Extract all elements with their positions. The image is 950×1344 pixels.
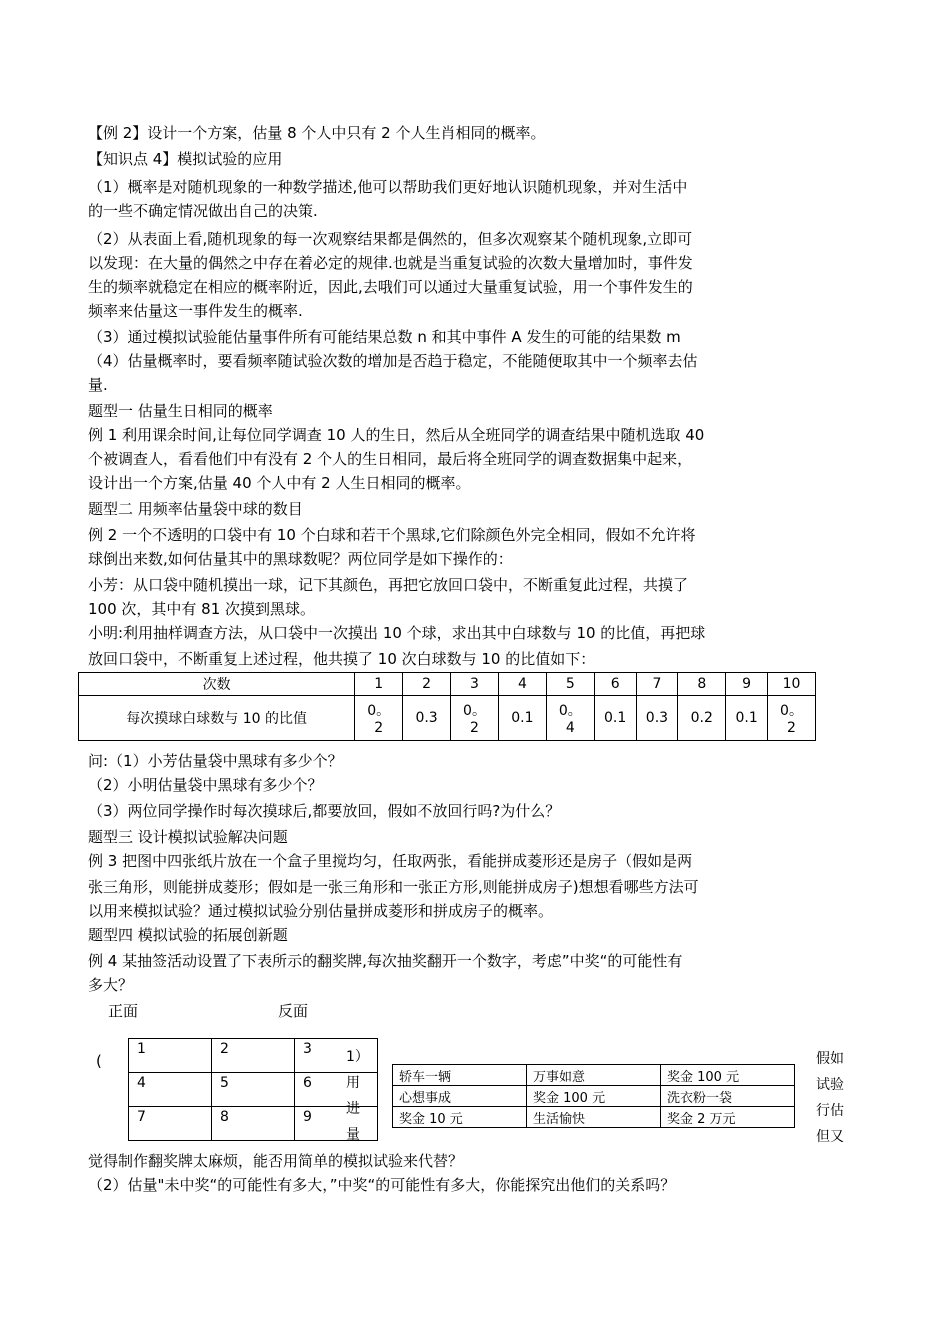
section-title-3: 题型三 设计模拟试验解决问题	[88, 828, 288, 846]
table-cell: 2	[403, 673, 451, 696]
table-cell: 7	[636, 673, 678, 696]
table-cell: 0.3	[403, 696, 451, 741]
prize-cell: 奖金 100 元	[527, 1086, 661, 1107]
grid-cell: 8	[212, 1107, 295, 1141]
paragraph-line: 以发现：在大量的偶然之中存在着必定的规律.也就是当重复试验的次数大量增加时，事件发	[88, 254, 693, 272]
paragraph-line: 小芳：从口袋中随机摸出一球，记下其颜色，再把它放回口袋中，不断重复此过程，共摸了	[88, 576, 689, 594]
front-label: 正面	[108, 1002, 139, 1020]
paragraph-line: （3）通过模拟试验能估量事件所有可能结果总数 n 和其中事件 A 发生的可能的结果数 m	[88, 328, 681, 346]
paragraph-line: 觉得制作翻奖牌太麻烦，能否用简单的模拟试验来代替？	[88, 1152, 464, 1170]
prize-cell: 洗衣粉一袋	[661, 1086, 795, 1107]
prize-table	[392, 1064, 795, 1128]
grid-cell: 7	[129, 1107, 212, 1141]
prize-cell: 心想事成	[393, 1086, 527, 1107]
grid-cell: 4	[129, 1073, 212, 1107]
paragraph-line: 量.	[88, 376, 108, 394]
prize-cell: 奖金 10 元	[393, 1107, 527, 1128]
table-cell: 1	[355, 673, 403, 696]
table-cell: 9	[726, 673, 768, 696]
paragraph-line: 例 4 某抽签活动设置了下表所示的翻奖牌,每次抽奖翻开一个数字，考虑”中奖“的可能性有	[88, 952, 683, 970]
table-cell: 3	[451, 673, 499, 696]
prize-cell: 奖金 2 万元	[661, 1107, 795, 1128]
grid-cell: 1	[129, 1039, 212, 1073]
paragraph-line: 例 2 一个不透明的口袋中有 10 个白球和若干个黑球,它们除颜色外完全相同，假如不允许将	[88, 526, 696, 544]
paragraph-line: 以用来模拟试验？通过模拟试验分别估量拼成菱形和拼成房子的概率。	[88, 902, 554, 920]
table-cell: 6	[594, 673, 636, 696]
example-2-heading: 【例 2】设计一个方案，估量 8 个人中只有 2 个人生肖相同的概率。	[88, 124, 546, 142]
open-paren: (	[96, 1052, 102, 1070]
paragraph-line: 多大？	[88, 976, 134, 994]
paragraph-line: 例 3 把图中四张纸片放在一个盒子里搅均匀，任取两张，看能拼成菱形还是房子（假如是两	[88, 852, 693, 870]
paragraph-line: （2）从表面上看,随机现象的每一次观察结果都是偶然的，但多次观察某个随机现象,立即可	[88, 230, 693, 248]
paragraph-line: 问:（1）小芳估量袋中黑球有多少个？	[88, 752, 343, 770]
table-cell: 0。 2	[451, 696, 499, 741]
paragraph-line: 个被调查人，看看他们中有没有 2 个人的生日相同，最后将全班同学的调查数据集中起来，	[88, 450, 693, 468]
grid-cell: 2	[212, 1039, 295, 1073]
table-cell: 10	[768, 673, 816, 696]
table-cell: 0。 4	[546, 696, 594, 741]
table-cell: 0.1	[726, 696, 768, 741]
grid-cell: 5	[212, 1073, 295, 1107]
prize-cell: 奖金 100 元	[661, 1065, 795, 1086]
paragraph-line: （4）估量概率时，要看频率随试验次数的增加是否趋于稳定，不能随便取其中一个频率去估	[88, 352, 698, 370]
prize-cell: 生活愉快	[527, 1107, 661, 1128]
table-cell: 0.3	[636, 696, 678, 741]
table-cell: 4	[498, 673, 546, 696]
section-title-4: 题型四 模拟试验的拓展创新题	[88, 926, 288, 944]
paragraph-line: 生的频率就稳定在相应的概率附近，因此,去哦们可以通过大量重复试验，用一个事件发生的	[88, 278, 693, 296]
ratio-table	[78, 672, 816, 741]
paragraph-line: （2）小明估量袋中黑球有多少个？	[88, 776, 323, 794]
grid-cell: 9	[295, 1107, 378, 1141]
paragraph-line: 例 1 利用课余时间,让每位同学调查 10 人的生日，然后从全班同学的调查结果中随机选取 40	[88, 426, 705, 444]
table-cell: 0。 2	[355, 696, 403, 741]
paragraph-line: （3）两位同学操作时每次摸球后,都要放回，假如不放回行吗?为什么？	[88, 802, 561, 820]
paragraph-line: 放回口袋中，不断重复上述过程，他共摸了 10 次白球数与 10 的比值如下：	[88, 650, 596, 668]
prize-cell: 万事如意	[527, 1065, 661, 1086]
knowledge-point-4-heading: 【知识点 4】模拟试验的应用	[88, 150, 283, 168]
paragraph-line: 的一些不确定情况做出自己的决策.	[88, 202, 318, 220]
table-cell: 0.1	[498, 696, 546, 741]
table-cell: 8	[678, 673, 726, 696]
prize-cell: 轿车一辆	[393, 1065, 527, 1086]
card-front-grid	[128, 1038, 378, 1141]
table-cell: 5	[546, 673, 594, 696]
table-header-label: 次数	[79, 673, 355, 696]
section-title-2: 题型二 用频率估量袋中球的数目	[88, 500, 303, 518]
grid-cell: 3	[295, 1039, 378, 1073]
paragraph-line: 球倒出来数,如何估量其中的黑球数呢？两位同学是如下操作的：	[88, 550, 513, 568]
paragraph-line: 小明:利用抽样调查方法，从口袋中一次摸出 10 个球，求出其中白球数与 10 的比值，再把球	[88, 624, 706, 642]
table-cell: 0.2	[678, 696, 726, 741]
paragraph-line: 100 次，其中有 81 次摸到黑球。	[88, 600, 316, 618]
grid-cell: 6	[295, 1073, 378, 1107]
paragraph-line: 张三角形，则能拼成菱形；假如是一张三角形和一张正方形,则能拼成房子)想想看哪些方法可	[88, 878, 699, 896]
section-title-1: 题型一 估量生日相同的概率	[88, 402, 273, 420]
table-cell: 0.1	[594, 696, 636, 741]
paragraph-line: 设计出一个方案,估量 40 个人中有 2 人生日相同的概率。	[88, 474, 471, 492]
paragraph-line: （1）概率是对随机现象的一种数学描述,他可以帮助我们更好地认识随机现象，并对生活中	[88, 178, 688, 196]
paragraph-line: （2）估量"未中奖“的可能性有多大，”中奖“的可能性有多大，你能探究出他们的关系吗？	[88, 1176, 676, 1194]
table-row-label: 每次摸球白球数与 10 的比值	[79, 696, 355, 741]
wrapped-question-text: 1） 用 进 量	[346, 1049, 369, 1143]
paragraph-line: 频率来估量这一事件发生的概率.	[88, 302, 303, 320]
table-cell: 0。 2	[768, 696, 816, 741]
back-label: 反面	[278, 1002, 309, 1020]
wrapped-right-text: 假如 试验 行估 但又	[816, 1051, 844, 1145]
